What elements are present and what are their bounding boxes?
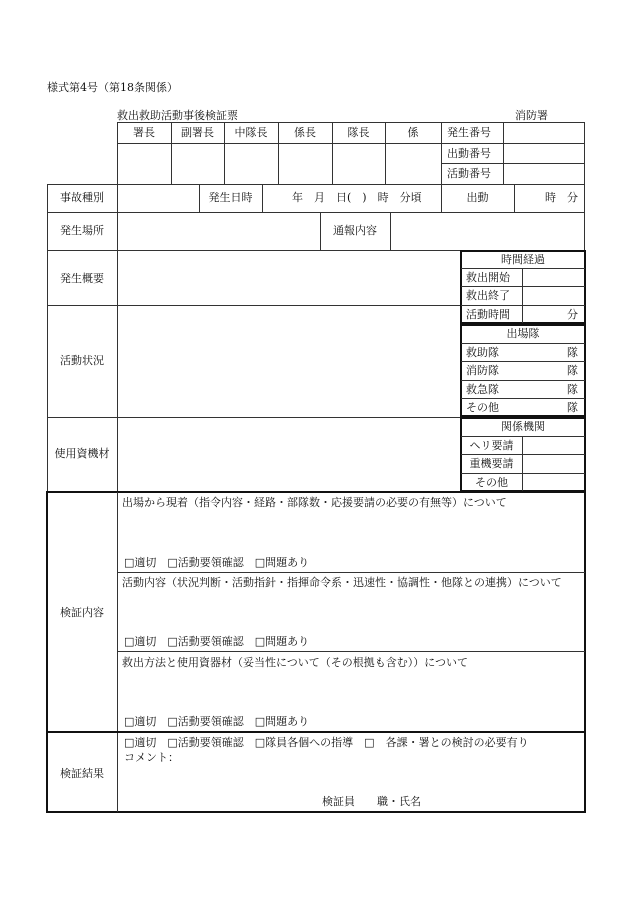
dispatch-number-label: 出動番号 xyxy=(447,147,491,160)
dispatch-time-value: 時 分 xyxy=(545,191,578,204)
approval-stamp-1: 署長 xyxy=(133,126,155,139)
unit-suffix-3: 隊 xyxy=(567,383,578,396)
other-unit-label: その他 xyxy=(466,401,499,414)
unit-suffix-4: 隊 xyxy=(567,401,578,414)
occurrence-number-label: 発生番号 xyxy=(447,126,491,139)
rescue-start-label: 救出開始 xyxy=(466,271,510,284)
equipment-label: 使用資機材 xyxy=(54,447,110,460)
activity-status-label: 活動状況 xyxy=(60,354,104,367)
result-options[interactable]: □適切 □活動要領確認 □隊員各個への指導 □ 各課・署との検討の必要有り xyxy=(124,736,529,749)
agencies-other-label: その他 xyxy=(475,476,508,489)
approval-stamp-4: 係長 xyxy=(294,126,316,139)
ambulance-unit-label: 救急隊 xyxy=(466,383,499,396)
activity-duration-label: 活動時間 xyxy=(466,308,510,321)
helicopter-request-label: ヘリ要請 xyxy=(469,439,514,452)
overview-label: 発生概要 xyxy=(60,272,104,285)
units-title: 出場隊 xyxy=(506,327,540,340)
agencies-title: 関係機関 xyxy=(501,420,545,433)
report-content-label: 通報内容 xyxy=(333,224,377,237)
incident-type-label: 事故種別 xyxy=(60,191,104,204)
rescue-end-label: 救出終了 xyxy=(466,289,510,302)
verification-section-3-options[interactable]: □適切 □活動要領確認 □問題あり xyxy=(124,715,310,728)
time-elapsed-title: 時間経過 xyxy=(501,253,545,266)
verification-label: 検証内容 xyxy=(60,606,104,619)
approval-stamp-6: 係 xyxy=(407,126,419,139)
location-label: 発生場所 xyxy=(60,224,104,237)
occurrence-datetime-value: 年 月 日( ) 時 分頃 xyxy=(292,191,422,204)
result-comment-label: コメント： xyxy=(124,751,179,764)
verification-section-2-title: 活動内容（状況判断・活動指針・指揮命令系・迅速性・協調性・他隊との連携）について xyxy=(122,576,562,589)
form-title: 救出救助活動事後検証票 xyxy=(117,109,238,122)
heavy-machinery-request-label: 重機要請 xyxy=(469,457,514,470)
verification-section-1-title: 出場から現着（指令内容・経路・部隊数・応援要請の必要の有無等）について xyxy=(122,496,507,509)
unit-suffix-1: 隊 xyxy=(567,346,578,359)
form-id: 様式第4号（第18条関係） xyxy=(47,81,178,94)
approval-stamp-3: 中隊長 xyxy=(234,126,268,139)
result-label: 検証結果 xyxy=(60,767,104,780)
activity-number-label: 活動番号 xyxy=(447,167,491,180)
minutes-unit: 分 xyxy=(567,308,578,321)
fire-unit-label: 消防隊 xyxy=(466,364,499,377)
approval-stamp-2: 副署長 xyxy=(181,126,214,139)
rescue-unit-label: 救助隊 xyxy=(466,346,499,359)
dispatch-label: 出動 xyxy=(466,191,489,204)
approval-stamp-5: 隊長 xyxy=(347,126,370,139)
unit-suffix-2: 隊 xyxy=(567,364,578,377)
verification-section-1-options[interactable]: □適切 □活動要領確認 □問題あり xyxy=(124,556,310,569)
inspector-label: 検証員 職・氏名 xyxy=(322,795,421,808)
occurrence-datetime-label: 発生日時 xyxy=(208,191,253,204)
verification-section-2-options[interactable]: □適切 □活動要領確認 □問題あり xyxy=(124,635,310,648)
verification-section-3-title: 救出方法と使用資器材（妥当性について（その根拠も含む））について xyxy=(122,656,469,669)
fire-station-label: 消防署 xyxy=(515,109,548,122)
